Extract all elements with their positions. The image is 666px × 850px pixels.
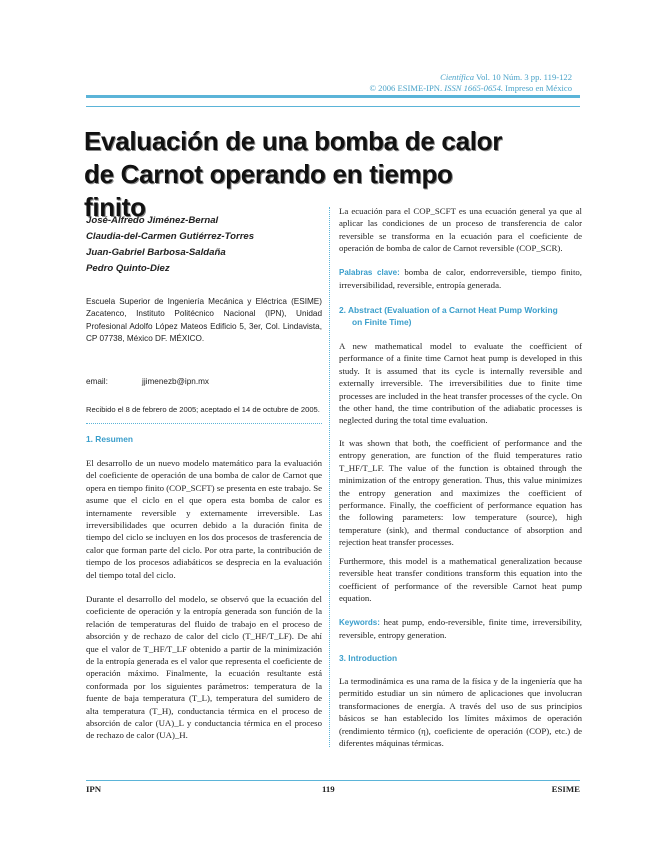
keywords	[339, 616, 582, 642]
resumen-paragraph-2: Durante el desarrollo del modelo, se observó que la ecuación del coeficiente de operación y la entropía generada son función de la relación de temperaturas del fluido de trabajo en el proceso de absorción y de rechazo de calor del ciclo (T_HF/T_LF). De ahí que el valor de T_HF/T_LF obtenido a partir de la minimización de la entropía generada es el valor que representa el coeficiente de operación máximo. Finalmente, la ecuación resultante está conformada por los siguientes parámetros: temperatura de la fuente de baja temperatura (T_L), temperatura del sumidero de alta temperatura (T_H), conductancia térmica en el proceso de absorción de calor (UA)_L y conductancia térmica en el proceso de rechazo de calor (UA)_H.	[86, 594, 322, 741]
journal-volume: Vol. 10 Núm. 3 pp. 119-122	[474, 72, 572, 82]
header-rule-thin	[86, 106, 580, 107]
keywords-label: Keywords:	[339, 618, 380, 627]
email-address[interactable]: jjimenezb@ipn.mx	[142, 377, 210, 386]
email-label: email:	[86, 377, 108, 386]
keywords-text: heat pump, endo-reversible, finite time, irreversibility, reversible, entropy generation.	[339, 617, 582, 641]
section-heading-abstract	[339, 304, 558, 328]
palabras-clave-text: bomba de calor, endorreversible, tiempo finito, irreversibilidad, reversible, entropía generada.	[339, 267, 583, 291]
section-heading-resumen: 1. Resumen	[86, 434, 134, 444]
author-3: Juan-Gabriel Barbosa-Saldaña	[86, 247, 226, 258]
right-intro-paragraph: La ecuación para el COP_SCFT es una ecuación general ya que al aplicar las condiciones de un proceso de transferencia de calor reversible se transforma en la ecuación para el coeficiente de operación de bomba de calor de Carnot reversible (COP_SCR).	[339, 206, 582, 254]
author-2: Claudia-del-Carmen Gutiérrez-Torres	[86, 231, 255, 242]
abstract-heading-line-2: on Finite Time)	[352, 317, 412, 327]
author-1: José-Alfredo Jiménez-Bernal	[86, 215, 219, 226]
received-dates: Recibido el 8 de febrero de 2005; aceptado el 14 de octubre de 2005.	[86, 405, 320, 414]
author-list	[86, 213, 254, 277]
abstract-paragraph-1: A new mathematical model to evaluate the coefficient of performance of a finite time Carnot heat pump is developed in this study. It is assumed that its cycle is internally reversible and externally irreversible. The irreversibilities due to finite time processes are included in the heat transfer processes of the cycle. On the other hand, the time contribution of the adiabatic processes is neglected during the total time evaluation.	[339, 341, 582, 426]
page-number: 119	[322, 784, 335, 794]
affiliation: Escuela Superior de Ingeniería Mecánica y Eléctrica (ESIME) Zacatenco, Instituto Politécnico Nacional (IPN), Unidad Profesional Adolfo López Mateos Edificio 5, 3er, Col. Lindavista, CP 07738, México DF. MÉXICO.	[86, 297, 322, 343]
abstract-heading-line-1: 2. Abstract (Evaluation of a Carnot Heat Pump Working	[339, 305, 558, 315]
footer-left: IPN	[86, 784, 102, 794]
section-heading-introduction: 3. Introduction	[339, 653, 398, 663]
issn-text: ISSN 1665-0654.	[444, 83, 504, 93]
abstract-paragraph-3: Furthermore, this model is a mathematical generalization because reversible heat transfer conditions transform this equation into the coefficient of performance of the reversible Carnot heat pump equation.	[339, 556, 582, 604]
printed-text: Impreso en México	[503, 83, 572, 93]
column-divider-vertical	[329, 207, 330, 747]
journal-name: Científica	[440, 72, 475, 82]
journal-citation	[369, 72, 572, 83]
resumen-paragraph-1: El desarrollo de un nuevo modelo matemático para la evaluación del coeficiente de operación de una bomba de calor de Carnot que opera en tiempo finito (COP_SCFT) se presenta en este trabajo. Se asume que el ciclo en el que opera esta bomba de calor es internamente reversible y externamente irreversible. Las irreversibilidades que ocurren debido a la duración finita de tiempo del ciclo se incluyen en los dos procesos de trasferencia de calor que forman parte del ciclo. Por otra parte, la contribución de tiempo de los procesos adiabáticos se desprecia en la evaluación del tiempo total del ciclo.	[86, 458, 322, 580]
palabras-clave-label: Palabras clave:	[339, 268, 400, 277]
journal-copyright	[369, 83, 572, 94]
copyright-text: © 2006 ESIME-IPN.	[369, 83, 445, 93]
palabras-clave	[339, 266, 582, 292]
article-title: Evaluación de una bomba de calor de Carnot operando en tiempo finito	[84, 126, 503, 222]
abstract-paragraph-2: It was shown that both, the coefficient of performance and the entropy generation, are function of the fluid temperatures ratio T_HF/T_LF. The value of the function is obtained through the minimization of the entropy generation. Thus, this value minimizes the entropy generation and maximizes the coefficient of performance. Finally, the coefficient of performance equation has the following parameters: low temperature (source), high temperature (sink), and thermal conductance of absorption and rejection heat transfer processes.	[339, 438, 582, 548]
footer-rule	[86, 780, 580, 781]
author-4: Pedro Quinto-Diez	[86, 263, 170, 274]
email-line	[86, 377, 209, 386]
introduction-paragraph-1: La termodinámica es una rama de la física y de la ingeniería que ha permitido estudiar un sin número de aplicaciones que involucran transformaciones de energía. A través del uso de sus principios básicos se han establecido los límites máximos de operación (rendimiento térmico (η), coeficiente de operación (COP), etc.) de diferentes máquinas térmicas.	[339, 676, 582, 749]
column-divider-horizontal	[86, 423, 322, 425]
journal-header	[369, 72, 572, 94]
header-rule-thick	[86, 95, 580, 98]
footer-right: ESIME	[551, 784, 580, 794]
